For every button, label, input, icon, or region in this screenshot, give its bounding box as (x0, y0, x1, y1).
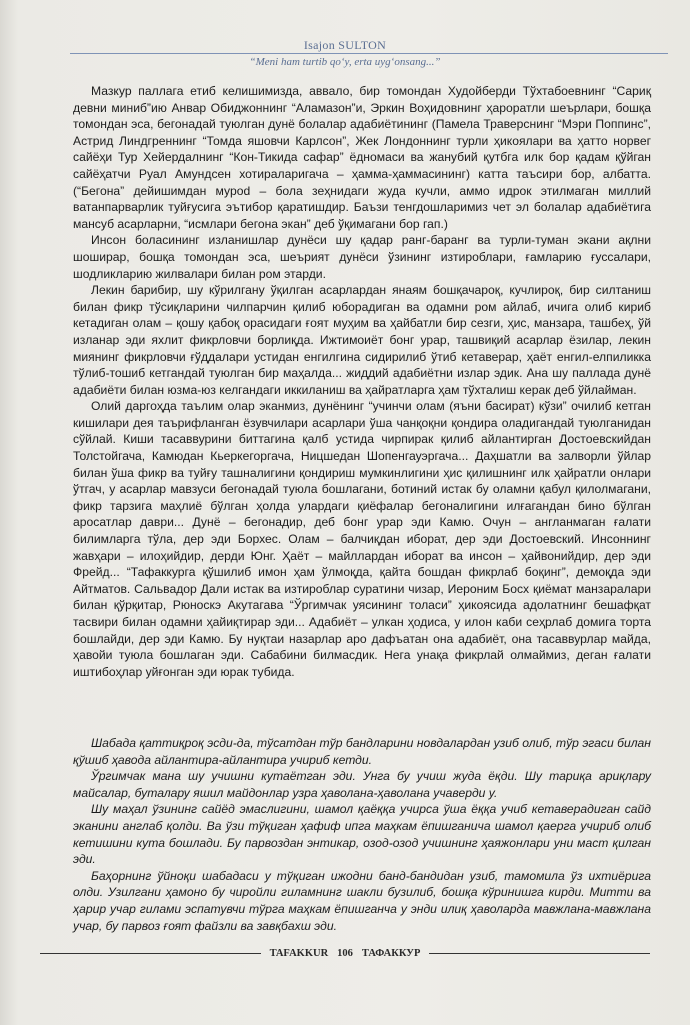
footer-journal-latin: TAFAKKUR (269, 947, 329, 959)
excerpt-paragraph-2: Ўргимчак мана шу учишни кутаётган эди. Унга бу учиш жуда ёқди. Шу тариқа ариқлару майсалар, буталару яшил майдонлар узра ҳаволана-ҳаволана учаверди у. (73, 769, 651, 800)
excerpt-paragraph-3: Шу маҳал ўзининг сайёд эмаслигини, шамол қаёққа учирса ўша ёққа учиб кетаверадиган сайд эканини англаб қолди. Ва ўзи тўқиган ҳафиф ипга маҳкам ёпишганича шамол қаерга учириб олиб кетишини кута бошлади. Бу парвоздан энтикар, озод-озод учишнинг ҳаяжонлари уни маст қилган эди. (73, 802, 651, 867)
footer-rule-right (429, 953, 650, 954)
excerpt-paragraph-1: Шабада қаттиқроқ эсди-да, тўсатдан тўр бандларини новдалардан узиб олиб, тўр эгаси билан қўшиб ҳавода айлантира-айлантира учириб кетди. (73, 736, 651, 767)
paragraph-3: Лекин барибир, шу кўрилгану ўқилган асарлардан янаям бошқачароқ, кучлироқ, бир силтаниш билан фикр тўсиқларини чилпарчин қилиб юборадиган ва одамни ром айлаб, ичига олиб кириб кетадиган олам – қошу қабоқ орасидаги ғоят муҳим ва ҳайбатли бир сезги, ҳис, манзара, ташбеҳ, ўй изланар эди яхлит фикрловчи борлиқда. Ижтимоиёт бонг урар, ташвиқий асарлар ёзилар, лекин миянинг фикрловчи ғўддалари устидан енгилгина сидирилиб ўтиб кетаверар, ҳаёт енгил-елпиликка тўлиб-тошиб кетгандай туюлган бир маҳалда... жиддий адабиётни излар эдик. Ана шу паллада дунё адабиёти билан юзма-юз келгандаги иккиланиш ва ҳайратларга ҳам тўхталиш керак деб ўйлайман. (73, 283, 651, 397)
quoted-excerpt (73, 735, 651, 934)
footer-rule-left (40, 953, 261, 954)
page-footer (40, 946, 650, 960)
excerpt-paragraph-4: Баҳорнинг ўйноқи шабадаси у тўқиган ижодни банд-бандидан узиб, тамомила ўз ихтиёрига олди. Узилгани ҳамоно бу чиройли гиламнинг шакли бузилиб, бошқа кўринишга кирди. Митти ва ҳарир учар гилами эспатувчи тўрга маҳкам ёпишганча у энди илиқ ҳаволарда мавжлана-мавжлана учар, бу парвоз ғоят файзли ва завқбахш эди. (73, 868, 651, 933)
running-head-subtitle: “Meni ham turtib qo‘y, erta uyg‘onsang...” (249, 56, 441, 68)
footer-journal-cyrillic: ТАФАККУР (361, 947, 421, 959)
running-head-author: Isajon SULTON (303, 38, 387, 52)
header-rule (70, 53, 668, 54)
paragraph-4: Олий даргоҳда таълим олар эканмиз, дунёнинг “учинчи олам (яъни басират) кўзи” очилиб кетган кишилари дея таърифланган ёзувчилари асарлари ўша чанқоқни қондира оладигандай туюлганидан сўйлай. Киши тасаввурини биттагина қалб устида чирпирак қилиб айлантирган Достоевскийдан Толстойгача, Камюдан Кьеркегоргача, Ницшедан Шопенгауэргача... Даҳшатли ва залворли ўйлар билан ўша фикр ва туйғу ташналигини қондириш мумкинлигини ҳис қилишнинг илк ҳайратли онлари ўтгач, у асарлар мавзуси бегонадай туюла бошлагани, ботиний истак бу оламни қабул қилолмагани, фикр тарзига маҳлиё бўлган ҳолда улардаги қиёфалар бегоналигини илғагандан бино бўлган аросатлар даври... Дунё – бегонадир, деб бонг урар эди Камю. Очун – англанмаган ғалати билимларга тўла, дер эди Борхес. Олам – балчиқдан иборат, дер эди Достоевский. Инсоннинг жавҳари – илоҳийдир, дерди Юнг. Ҳаёт – майллардан иборат ва инсон – ҳайвонийдир, дер эди Фрейд... “Тафаккурга қўшилиб имон ҳам ўлмоқда, қайта бошдан фикрлаб боқинг”, демоқда эди Айтматов. Сальвадор Дали истак ва изтироблар суратини чизар, Иероним Босх қиёмат манзаралари билан қўрқитар, Рюноскэ Акутагава “Ўргимчак уясининг толаси” ҳикоясида адолатнинг бешафқат тасвири билан одамни ҳайиқтирар эди... Адабиёт – улкан ҳодиса, у илон каби сеҳрлаб домига торта бошлайди, дер эди Камю. Бу нуқтаи назарлар аро дафъатан она адабиёт, она тасаввурлар майда, ҳавойи туюла бошлаган эди. Сабабини билмасдик. Нега унақа фикрлай олмаймиз, деган ғалати иштибоҳлар уйғонган эди юрак тубида. (73, 399, 651, 679)
paragraph-2: Инсон боласининг изланишлар дунёси шу қадар ранг-баранг ва турли-туман экани ақлни шоширар, бошқа томондан эса, шеърият дунёси ўзининг изтироблари, ғамларию ғуссалари, шодликларию жилвалари билан ром этарди. (73, 233, 651, 281)
main-text (73, 83, 651, 680)
paragraph-1: Мазкур паллага етиб келишимизда, аввало, бир томондан Худойберди Тўхтабоевнинг “Сариқ девни миниб”ию Анвар Обиджоннинг “Аламазон”и, Эркин Воҳидовнинг ҳароратли шеърлари, бошқа томондан эса, бегонадай туюлган дунё болалар адабиётининг (Памела Траверснинг “Мэри Поппинс”, Астрид Линдгреннинг “Томда яшовчи Карлсон”, Жек Лондоннинг турли ҳикоялари ва ҳатто норвег сайёҳи Тур Хейердалнинг “Кон-Тикида сафар” ёдномаси ва жанубий қутбга илк бор қадам қўйган сайёҳатчи Руал Амундсен хотираларигача – ҳамма-ҳаммасининг) катта таъсири бор, албатта. (“Бегона” дейишимдан муроd – бола зеҳнидаги жуда кучли, аммо идрок этилмаган миллий ватанпарварлик туйғусига эътибор қаратишдир. Баъзи тенгдошларимиз чет эл болалар адабиётига мансуб асарларни, “исмлари бегона экан” деб ўқимагани бор гап.) (73, 84, 651, 231)
page-number: 106 (337, 947, 353, 959)
